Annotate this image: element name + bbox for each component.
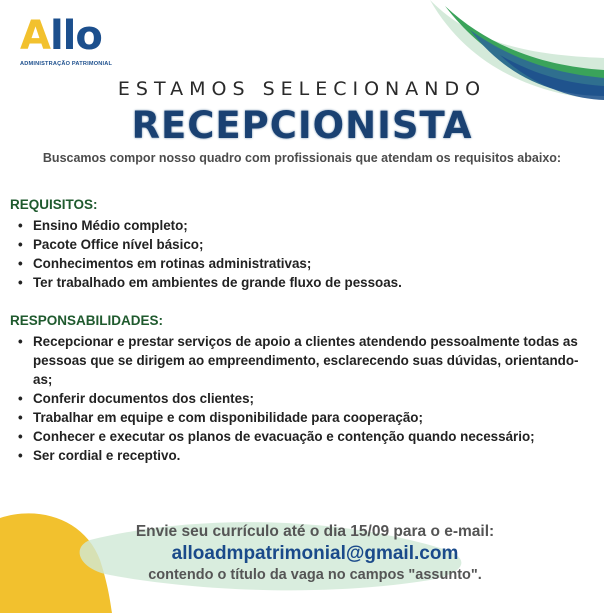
list-item: • Pacote Office nível básico; [18,237,204,252]
bullet-icon: • [18,256,23,271]
bullet-icon: • [18,275,23,290]
list-item: • Ser cordial e receptivo. [18,448,181,463]
bullet-icon: • [18,448,23,463]
bullet-icon: • [18,237,23,252]
requirements-heading: REQUISITOS: [10,197,98,212]
list-item: • Ensino Médio completo; [18,218,188,233]
requirements-list [18,216,588,292]
bullet-icon: • [18,410,23,425]
logo-subtitle: ADMINISTRAÇÃO PATRIMONIAL [20,61,113,67]
logo-wordmark: Allo [20,13,102,59]
list-item: • Conferir documentos dos clientes; [18,391,254,406]
responsibilities-heading: RESPONSABILIDADES: [10,313,164,328]
bullet-icon: • [18,391,23,406]
responsibilities-list [18,332,588,465]
contact-email-link[interactable]: alloadmpatrimonial@gmail.com [171,543,459,564]
cta-instruction: Envie seu currículo até o dia 15/09 para o e-mail: [135,523,495,540]
list-item: • Recepcionar e prestar serviços de apoio a clientes atendendo pessoalmente todas as pessoas que se dirigem ao empreendimento, esclarecendo suas dúvidas, orientando-as; [18,334,579,387]
bullet-icon: • [18,429,23,444]
list-item: • Ter trabalhado em ambientes de grande fluxo de pessoas. [18,275,402,290]
bullet-icon: • [18,334,23,349]
list-item: • Conhecer e executar os planos de evacuação e contenção quando necessário; [18,429,535,444]
kicker-text: ESTAMOS SELECIONANDO [117,78,487,100]
job-title: RECEPCIONISTA [131,104,473,147]
list-item: • Conhecimentos em rotinas administrativas; [18,256,312,271]
list-item: • Trabalhar em equipe e com disponibilidade para cooperação; [18,410,423,425]
bullet-icon: • [18,218,23,233]
cta-subject-note: contendo o título da vaga no campos "assunto". [148,567,482,583]
intro-text: Buscamos compor nosso quadro com profissionais que atendam os requisitos abaixo: [42,151,562,165]
allo-logo [20,14,130,70]
